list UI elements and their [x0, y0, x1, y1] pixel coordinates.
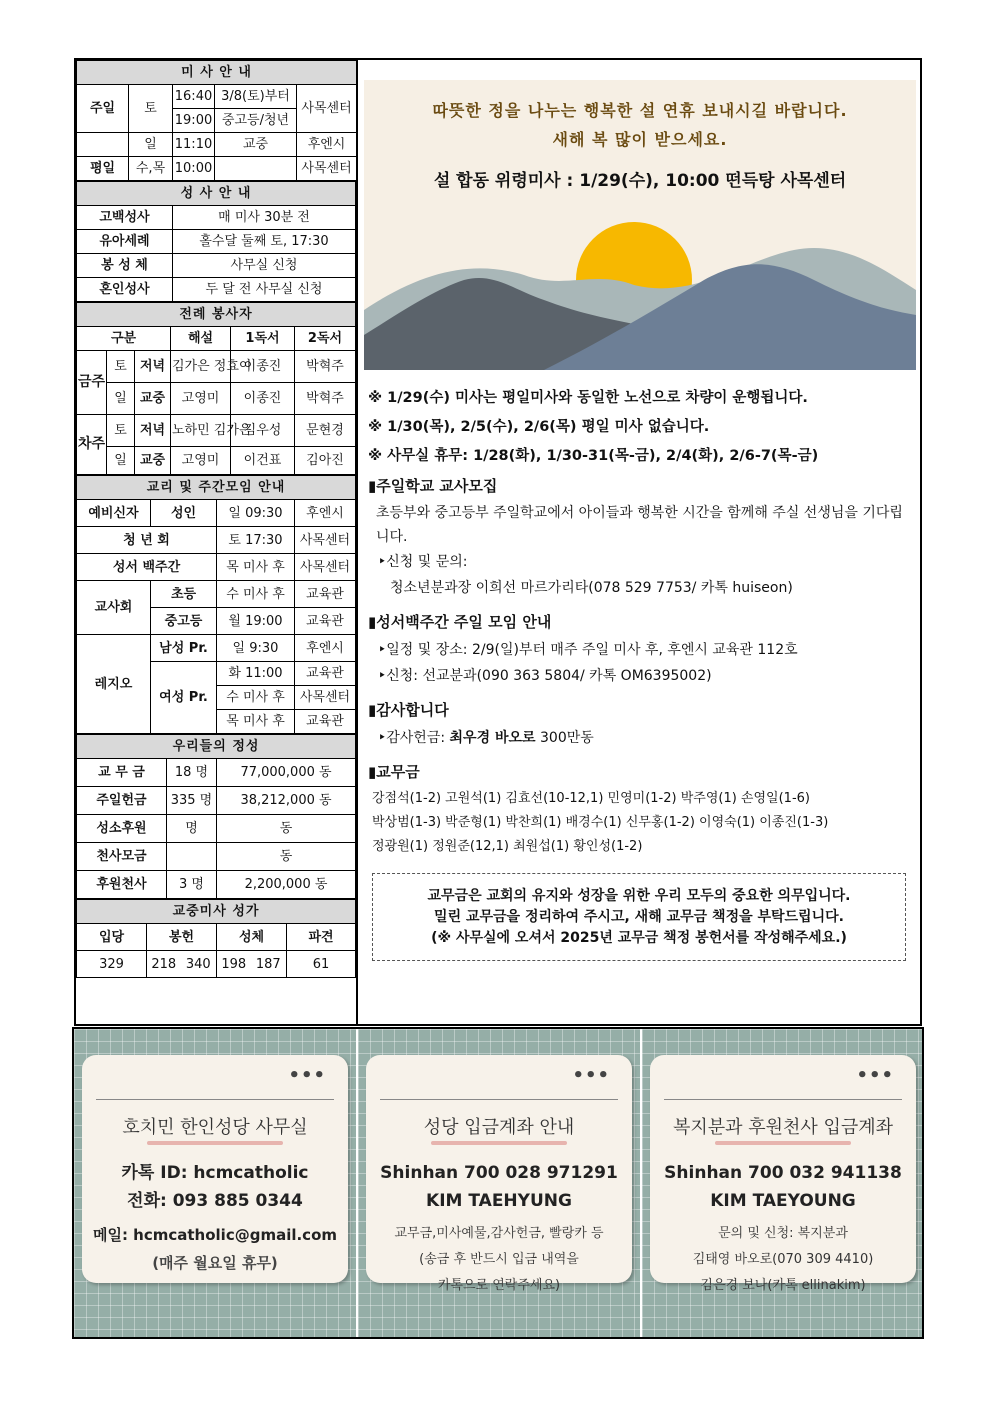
- thanks-name: 최우경 바오로: [449, 730, 536, 746]
- right-column: [358, 60, 920, 1024]
- sacrament-key: 유아세례: [77, 230, 173, 254]
- offering-count: 명: [167, 815, 217, 843]
- meeting-name: 청 년 회: [77, 527, 217, 554]
- commentator: 고영미: [171, 383, 231, 415]
- dues-names-1: 강점석(1-2) 고원석(1) 김효선(10-12,1) 민영미(1-2) 박주영(1) 손영일(1-6): [372, 791, 810, 806]
- dues-names-3: 정광원(1) 정원준(12,1) 최원섭(1) 황인성(1-2): [372, 839, 643, 854]
- sacrament-value: 사무실 신청: [173, 254, 356, 278]
- meeting-group: 초등: [151, 581, 217, 608]
- mass-location: 사목센터: [297, 157, 357, 181]
- col-header: 파견: [287, 924, 356, 951]
- reader-1: 김우성: [231, 415, 295, 447]
- thanks-label: ‣감사헌금:: [378, 730, 450, 746]
- offering-amount: 77,000,000 동: [217, 759, 356, 787]
- thanks-amount: 300만동: [535, 730, 594, 746]
- col-header: 1독서: [231, 327, 295, 351]
- bulletin-frame: [74, 58, 922, 1026]
- contact-person: 김은경 보나(카톡 ellinakim): [700, 1278, 866, 1293]
- mass-type: 저녁: [135, 415, 171, 447]
- account-card: [366, 1055, 632, 1293]
- mass-note: 중고등/청년: [215, 109, 297, 133]
- mass-time: 19:00: [173, 109, 215, 133]
- more-icon: •••: [288, 1065, 326, 1086]
- hymn-number: 329: [77, 951, 147, 978]
- phone: 전화: 093 885 0344: [127, 1191, 303, 1211]
- offering-amount: 동: [217, 815, 356, 843]
- hymn-number: 340: [181, 951, 217, 978]
- next-week-label: 차주: [77, 415, 107, 475]
- offering-amount: 38,212,000 동: [217, 787, 356, 815]
- bank-account: Shinhan 700 028 971291: [380, 1163, 618, 1183]
- meeting-place: 사목센터: [295, 554, 356, 581]
- mass-time: 11:10: [173, 133, 215, 157]
- meeting-place: 후엔시: [295, 635, 356, 662]
- notice-2: ※ 1/30(목), 2/5(수), 2/6(목) 평일 미사 없습니다.: [368, 419, 710, 435]
- dues-reminder-box: [372, 873, 906, 961]
- title-underline: [147, 1141, 283, 1145]
- meeting-time: 목 미사 후: [217, 710, 295, 734]
- office-card: [82, 1055, 348, 1283]
- bible-meeting-schedule: ‣일정 및 장소: 2/9(일)부터 매주 주일 미사 후, 후엔시 교육관 112호: [378, 642, 798, 658]
- meeting-time: 수 미사 후: [217, 686, 295, 710]
- account-note: (송금 후 반드시 입금 내역을: [419, 1252, 579, 1267]
- contact-person: 김태영 바오로(070 309 4410): [692, 1252, 874, 1267]
- sacrament-key: 혼인성사: [77, 278, 173, 302]
- reader-1: 이건표: [231, 447, 295, 475]
- sacrament-table: [76, 181, 356, 302]
- reminder-line: (※ 사무실에 오셔서 2025년 교무금 책정 봉헌서를 작성해주세요.): [431, 930, 847, 946]
- hymns-table: [76, 899, 356, 978]
- offering-count: 3 명: [167, 871, 217, 899]
- meetings-table: [76, 475, 356, 734]
- title-underline: [715, 1141, 851, 1145]
- offering-key: 성소후원: [77, 815, 167, 843]
- offering-key: 교 무 금: [77, 759, 167, 787]
- meeting-time: 일 9:30: [217, 635, 295, 662]
- weekday-label: 평일: [77, 157, 129, 181]
- reader-2: 박혁주: [295, 383, 356, 415]
- mass-location: 후엔시: [297, 133, 357, 157]
- sunday-label: 주일: [77, 85, 129, 133]
- divider: [380, 1099, 618, 1100]
- commentator: 김가은 정효이: [171, 351, 231, 383]
- hymn-number: 187: [251, 951, 287, 978]
- offering-count: [167, 843, 217, 871]
- legio-group: 레지오: [77, 635, 151, 734]
- greeting-line-1: 따뜻한 정을 나누는 행복한 설 연휴 보내시길 바랍니다.: [432, 101, 848, 120]
- commentator: 노하민 김가은: [171, 415, 231, 447]
- offering-amount: 2,200,000 동: [217, 871, 356, 899]
- email: 메일: hcmcatholic@gmail.com: [92, 1226, 338, 1244]
- account-holder: KIM TAEHYUNG: [426, 1191, 572, 1211]
- mass-title: 미 사 안 내: [77, 61, 357, 85]
- sacrament-value: 매 미사 30분 전: [173, 206, 356, 230]
- notices-area: [368, 386, 913, 859]
- account-note: 카톡으로 연락주세요): [437, 1278, 561, 1293]
- meeting-place: 사목센터: [295, 527, 356, 554]
- sacrament-value: 두 달 전 사무실 신청: [173, 278, 356, 302]
- hymn-number: 218: [147, 951, 181, 978]
- mountain-sunrise-illustration: [364, 200, 916, 370]
- mass-note: 교중: [215, 133, 297, 157]
- thanks-offering: [368, 725, 913, 751]
- offering-key: 주일헌금: [77, 787, 167, 815]
- meeting-place: 교육관: [295, 581, 356, 608]
- col-header: 2독서: [295, 327, 356, 351]
- day: 토: [107, 415, 135, 447]
- offering-count: 335 명: [167, 787, 217, 815]
- section-teacher-recruit: ▮주일학교 교사모집: [368, 477, 498, 495]
- mass-type: 저녁: [135, 351, 171, 383]
- sun-label: 일: [129, 133, 173, 157]
- left-column: [76, 60, 358, 1024]
- reader-2: 김아진: [295, 447, 356, 475]
- col-header: 성체: [217, 924, 287, 951]
- bank-account: Shinhan 700 032 941138: [664, 1163, 902, 1183]
- day: 토: [107, 351, 135, 383]
- card-title: 복지분과 후원천사 입금계좌: [672, 1117, 894, 1138]
- reader-2: 문현경: [295, 415, 356, 447]
- liturgy-table: [76, 302, 356, 475]
- sacrament-key: 봉 성 체: [77, 254, 173, 278]
- reminder-line: 교무금은 교회의 유지와 성장을 위한 우리 모두의 중요한 의무입니다.: [427, 888, 851, 904]
- contact-label: 문의 및 신청: 복지분과: [718, 1226, 848, 1241]
- meeting-place: 교육관: [295, 608, 356, 635]
- sat-label: 토: [129, 85, 173, 133]
- welfare-panel: [642, 1029, 922, 1337]
- sacrament-value: 홀수달 둘째 토, 17:30: [173, 230, 356, 254]
- liturgy-title: 전례 봉사자: [77, 303, 356, 327]
- mass-note: [215, 157, 297, 181]
- meeting-group: 중고등: [151, 608, 217, 635]
- card-title: 성당 입금계좌 안내: [423, 1117, 575, 1138]
- teacher-group: 교사회: [77, 581, 151, 635]
- day: 일: [107, 383, 135, 415]
- meeting-place: 사목센터: [295, 686, 356, 710]
- offering-table: [76, 734, 356, 899]
- more-icon: •••: [856, 1065, 894, 1086]
- offering-amount: 동: [217, 843, 356, 871]
- closed-day: (매주 월요일 휴무): [152, 1254, 278, 1272]
- reminder-line: 밀린 교무금을 정리하여 주시고, 새해 교무금 책정을 부탁드립니다.: [434, 909, 844, 925]
- teacher-recruit-body: 초등부와 중고등부 주일학교에서 아이들과 행복한 시간을 함께해 주실 선생님을 기다립니다.: [376, 505, 903, 545]
- account-panel: [358, 1029, 640, 1337]
- section-thanks: ▮감사합니다: [368, 701, 449, 719]
- card-title: 호치민 한인성당 사무실: [122, 1117, 308, 1138]
- section-dues: ▮교무금: [368, 763, 420, 781]
- sacrament-title: 성 사 안 내: [77, 182, 356, 206]
- day: 일: [107, 447, 135, 475]
- meeting-time: 수 미사 후: [217, 581, 295, 608]
- meeting-time: 화 11:00: [217, 662, 295, 686]
- reader-2: 박혁주: [295, 351, 356, 383]
- col-header: 입당: [77, 924, 147, 951]
- meeting-group: 성인: [151, 500, 217, 527]
- col-header: 봉헌: [147, 924, 217, 951]
- mass-time: 16:40: [173, 85, 215, 109]
- meeting-time: 월 19:00: [217, 608, 295, 635]
- memorial-mass-line: 설 합동 위령미사 : 1/29(수), 10:00 떤득탕 사목센터: [433, 171, 847, 191]
- greeting-line-2: 새해 복 많이 받으세요.: [552, 130, 728, 149]
- divider: [664, 1099, 902, 1100]
- notice-1: ※ 1/29(수) 미사는 평일미사와 동일한 노선으로 차량이 운행됩니다.: [368, 390, 808, 406]
- dues-names-2: 박상범(1-3) 박준형(1) 박찬희(1) 배경수(1) 신무홍(1-2) 이영숙(1) 이종진(1-3): [372, 815, 829, 830]
- title-underline: [431, 1141, 567, 1145]
- reader-1: 이종진: [231, 351, 295, 383]
- meeting-time: 토 17:30: [217, 527, 295, 554]
- hymn-number: 61: [287, 951, 356, 978]
- welfare-card: [650, 1055, 916, 1293]
- more-icon: •••: [572, 1065, 610, 1086]
- weekday-days: 수,목: [129, 157, 173, 181]
- mass-time: 10:00: [173, 157, 215, 181]
- commentator: 고영미: [171, 447, 231, 475]
- office-panel: [74, 1029, 356, 1337]
- offering-key: 천사모금: [77, 843, 167, 871]
- kakao-id: 카톡 ID: hcmcatholic: [121, 1163, 309, 1183]
- meeting-group: 남성 Pr.: [151, 635, 217, 662]
- mass-type: 교중: [135, 447, 171, 475]
- col-header: 해설: [171, 327, 231, 351]
- teacher-recruit-apply: ‣신청 및 문의:: [378, 554, 468, 570]
- bible-meeting-apply: ‣신청: 선교분과(090 363 5804/ 카톡 OM6395002): [378, 668, 712, 684]
- mass-table: [76, 60, 357, 181]
- col-header: 구분: [77, 327, 171, 351]
- meeting-group: 여성 Pr.: [151, 662, 217, 734]
- mass-note: 3/8(토)부터: [215, 85, 297, 109]
- contact-strip: [72, 1027, 924, 1339]
- offering-count: 18 명: [167, 759, 217, 787]
- meetings-title: 교리 및 주간모임 안내: [77, 476, 356, 500]
- meeting-time: 일 09:30: [217, 500, 295, 527]
- account-holder: KIM TAEYOUNG: [710, 1191, 856, 1211]
- account-purpose: 교무금,미사예물,감사헌금, 빨랑카 등: [394, 1226, 604, 1241]
- mass-type: 교중: [135, 383, 171, 415]
- divider: [96, 1099, 334, 1100]
- meeting-name: 예비신자: [77, 500, 151, 527]
- meeting-name: 성서 백주간: [77, 554, 217, 581]
- teacher-recruit-contact: 청소년분과장 이희선 마르가리타(078 529 7753/ 카톡 huiseon): [390, 580, 793, 596]
- mass-location: 사목센터: [297, 85, 357, 133]
- offering-title: 우리들의 정성: [77, 735, 356, 759]
- sacrament-key: 고백성사: [77, 206, 173, 230]
- this-week-label: 금주: [77, 351, 107, 415]
- meeting-place: 교육관: [295, 710, 356, 734]
- notice-3: ※ 사무실 휴무: 1/28(화), 1/30-31(목-금), 2/4(화), 2/6-7(목-금): [368, 448, 819, 464]
- meeting-place: 교육관: [295, 662, 356, 686]
- hymns-title: 교중미사 성가: [77, 900, 356, 924]
- offering-key: 후원천사: [77, 871, 167, 899]
- meeting-time: 목 미사 후: [217, 554, 295, 581]
- meeting-place: 후엔시: [295, 500, 356, 527]
- hymn-number: 198: [217, 951, 251, 978]
- section-bible-meeting: ▮성서백주간 주일 모임 안내: [368, 613, 552, 631]
- reader-1: 이종진: [231, 383, 295, 415]
- new-year-banner: [364, 80, 916, 370]
